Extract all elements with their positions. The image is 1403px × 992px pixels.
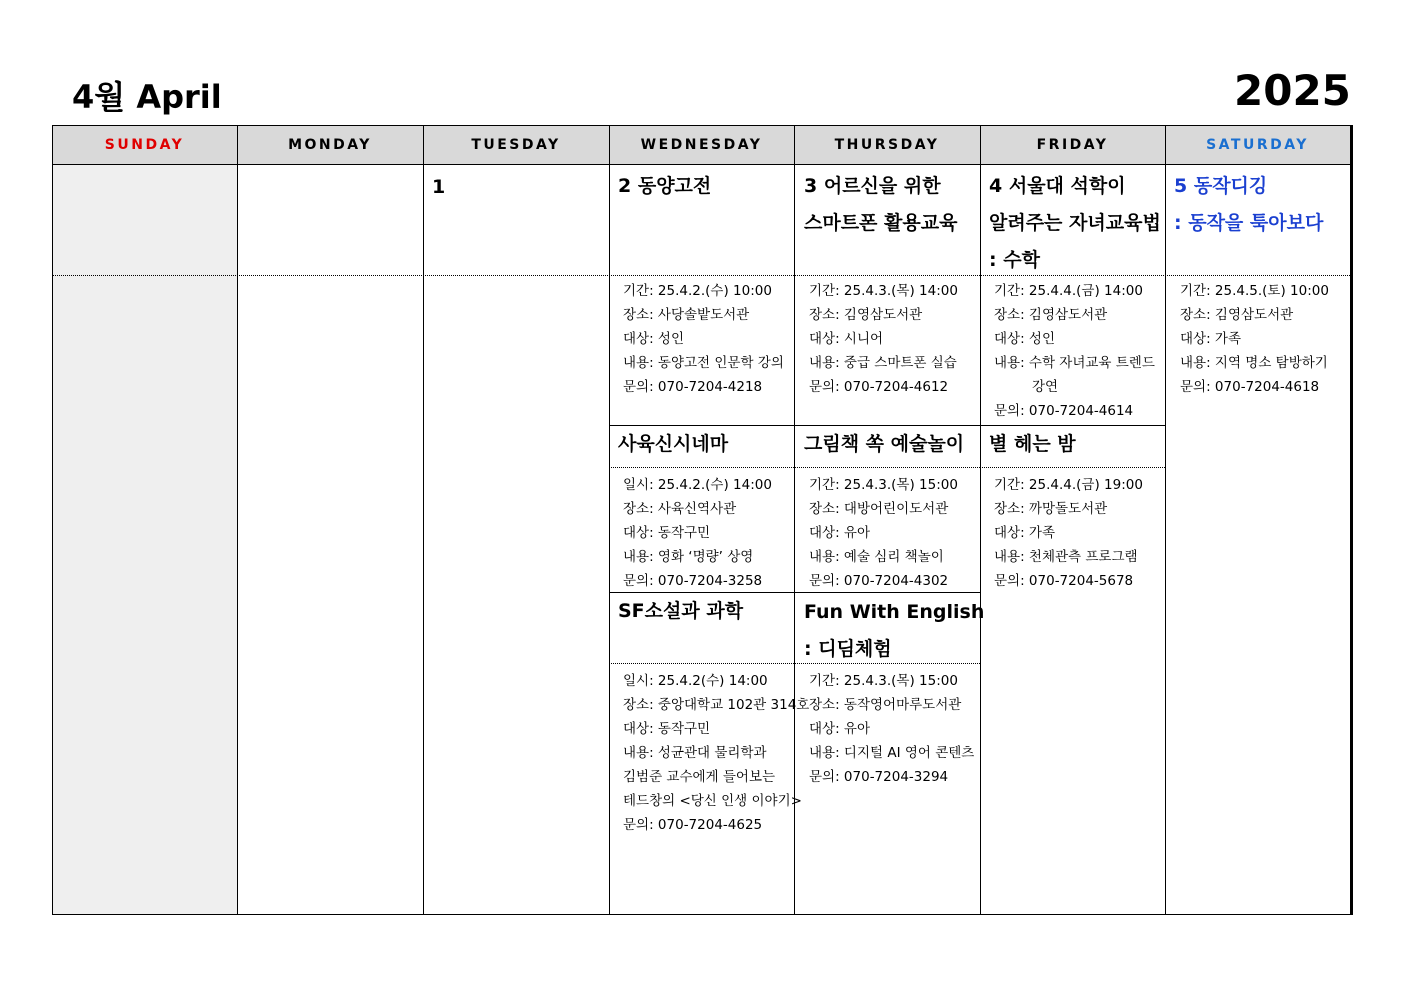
info-line: 내용: 지역 명소 탐방하기 — [1180, 355, 1328, 371]
info-line: 대상: 성인 — [994, 331, 1056, 347]
sunday-column-bg — [52, 165, 237, 915]
info-line: 장소: 사당솔밭도서관 — [623, 307, 750, 323]
info-line: 장소: 김영삼도서관 — [809, 307, 923, 323]
info-line: 문의: 070-7204-4612 — [809, 379, 949, 395]
fri-event1-title-line1: 4 서울대 석학이 — [989, 175, 1126, 197]
thu-event3-title-line2: : 디딤체험 — [804, 638, 892, 660]
event-divider — [794, 592, 980, 593]
sat-event1-title-line1: 5 동작디깅 — [1174, 175, 1268, 197]
info-line: 대상: 유아 — [809, 525, 871, 541]
info-line: 장소: 김영삼도서관 — [1180, 307, 1294, 323]
sat-event1-info — [1180, 279, 1329, 399]
header-saturday: SATURDAY — [1165, 125, 1350, 165]
event-title-divider — [980, 467, 1165, 468]
grid-line — [609, 125, 610, 915]
info-line: 문의: 070-7204-3294 — [809, 769, 949, 785]
info-line: 장소: 동작영어마루도서관 — [809, 697, 962, 713]
info-line: 김범준 교수에게 들어보는 — [623, 769, 776, 785]
info-line: 내용: 예술 심리 책놀이 — [809, 549, 944, 565]
calendar-grid — [52, 125, 1353, 915]
header-sunday: SUNDAY — [52, 125, 237, 165]
info-line: 문의: 070-7204-4302 — [809, 573, 949, 589]
info-line: 문의: 070-7204-4614 — [994, 403, 1134, 419]
info-line: 대상: 가족 — [994, 525, 1056, 541]
fri-event2-title: 별 헤는 밤 — [989, 433, 1076, 455]
info-line: 일시: 25.4.2.(수) 14:00 — [623, 477, 772, 493]
info-line: 내용: 성균관대 물리학과 — [623, 745, 767, 761]
grid-line — [52, 125, 53, 915]
info-line: 내용: 천체관측 프로그램 — [994, 549, 1138, 565]
info-line: 대상: 유아 — [809, 721, 871, 737]
info-line: 대상: 시니어 — [809, 331, 884, 347]
header-friday: FRIDAY — [980, 125, 1165, 165]
wed-event2-title: 사육신시네마 — [618, 433, 729, 455]
wed-event3-info — [623, 669, 809, 837]
thu-event2-title: 그림책 쏙 예술놀이 — [804, 433, 965, 455]
info-line: 장소: 김영삼도서관 — [994, 307, 1108, 323]
wed-event3-title: SF소설과 과학 — [618, 600, 744, 622]
grid-line — [237, 125, 238, 915]
info-line: 기간: 25.4.3.(목) 14:00 — [809, 283, 958, 299]
thu-event1-title-line1: 3 어르신을 위한 — [804, 175, 941, 197]
fri-event1-title-line3: : 수학 — [989, 249, 1040, 271]
month-title: 4월 April — [72, 78, 222, 116]
info-line: 강연 — [1032, 379, 1059, 395]
info-line: 문의: 070-7204-4625 — [623, 817, 763, 833]
header-wednesday: WEDNESDAY — [609, 125, 794, 165]
info-line: 기간: 25.4.3.(목) 15:00 — [809, 477, 958, 493]
grid-line — [1165, 125, 1166, 915]
fri-event1-info — [994, 279, 1155, 423]
info-line: 대상: 동작구민 — [623, 525, 711, 541]
thu-event1-title-line2: 스마트폰 활용교육 — [804, 212, 958, 234]
info-line: 기간: 25.4.5.(토) 10:00 — [1180, 283, 1329, 299]
info-line: 문의: 070-7204-5678 — [994, 573, 1134, 589]
grid-line — [980, 125, 981, 915]
info-line: 기간: 25.4.4.(금) 19:00 — [994, 477, 1143, 493]
info-line: 장소: 사육신역사관 — [623, 501, 737, 517]
info-line: 대상: 성인 — [623, 331, 685, 347]
fri-event1-title-line2: 알려주는 자녀교육법 — [989, 212, 1161, 234]
info-line: 내용: 영화 ‘명량’ 상영 — [623, 549, 754, 565]
info-line: 기간: 25.4.3.(목) 15:00 — [809, 673, 958, 689]
event-title-divider — [609, 467, 980, 468]
fri-event2-info — [994, 473, 1143, 593]
info-line: 내용: 디지털 AI 영어 콘텐츠 — [809, 745, 975, 761]
event-title-divider — [609, 663, 980, 664]
title-row-divider — [52, 275, 1350, 276]
sat-event1-title-line2: : 동작을 툭아보다 — [1174, 212, 1324, 234]
header-tuesday: TUESDAY — [423, 125, 609, 165]
grid-line — [423, 125, 424, 915]
thu-event2-info — [809, 473, 958, 593]
thu-event1-info — [809, 279, 958, 399]
header-monday: MONDAY — [237, 125, 423, 165]
info-line: 기간: 25.4.2.(수) 10:00 — [623, 283, 772, 299]
tuesday-date: 1 — [432, 176, 446, 198]
wed-event1-title: 2 동양고전 — [618, 175, 712, 197]
thu-event3-info — [809, 669, 974, 789]
info-line: 내용: 수학 자녀교육 트렌드 — [994, 355, 1155, 371]
info-line: 문의: 070-7204-4218 — [623, 379, 763, 395]
header-thursday: THURSDAY — [794, 125, 980, 165]
info-line: 일시: 25.4.2(수) 14:00 — [623, 673, 768, 689]
info-line: 테드창의 <당신 인생 이야기> — [623, 793, 802, 809]
info-line: 장소: 대방어린이도서관 — [809, 501, 949, 517]
info-line: 대상: 동작구민 — [623, 721, 711, 737]
info-line: 장소: 까망돌도서관 — [994, 501, 1108, 517]
wed-event2-info — [623, 473, 772, 593]
thu-event3-title-line1: Fun With English — [804, 601, 985, 623]
info-line: 대상: 가족 — [1180, 331, 1242, 347]
info-line: 기간: 25.4.4.(금) 14:00 — [994, 283, 1143, 299]
year-title: 2025 — [1234, 66, 1351, 115]
info-line: 내용: 동양고전 인문학 강의 — [623, 355, 784, 371]
info-line: 내용: 중급 스마트폰 실습 — [809, 355, 957, 371]
info-line: 장소: 중앙대학교 102관 314호 — [623, 697, 810, 713]
grid-bottom-line — [52, 914, 1350, 915]
info-line: 문의: 070-7204-3258 — [623, 573, 763, 589]
wed-event1-info — [623, 279, 784, 399]
info-line: 문의: 070-7204-4618 — [1180, 379, 1320, 395]
